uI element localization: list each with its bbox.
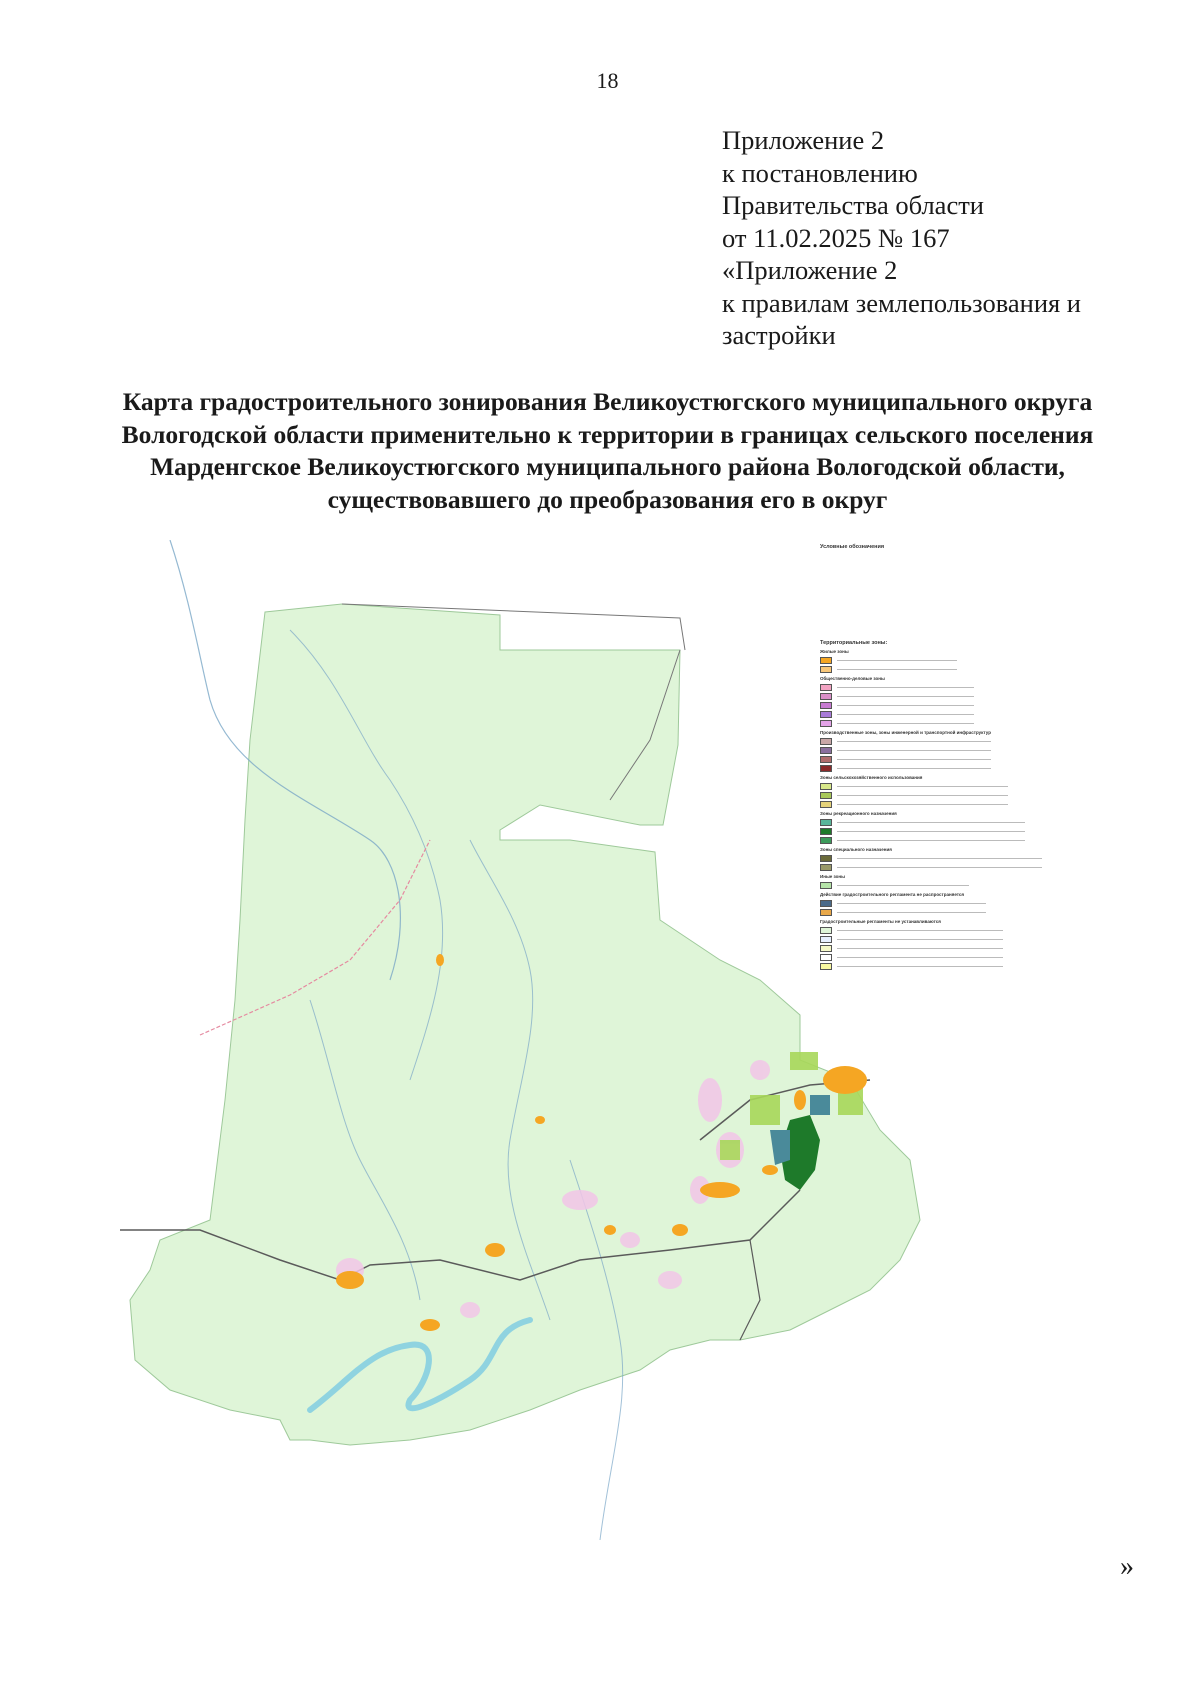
legend-swatch [820,720,832,727]
legend-swatch [820,702,832,709]
legend-swatch [820,801,832,808]
legend-row [820,909,1110,916]
map-legend [820,540,1110,972]
legend-text-placeholder [837,840,1025,842]
legend-text-placeholder [837,723,974,725]
legend-row [820,792,1110,799]
legend-text-placeholder [837,741,991,743]
legend-swatch [820,900,832,907]
legend-text-placeholder [837,885,969,887]
legend-text-placeholder [837,714,974,716]
document-title: Карта градостроительного зонирования Великоустюгского муниципального округа Вологодской области применительно к территории в границах сельского поселения Марденгское Великоустюгского муниципального района Вологодской области, существовавшего до преобразования его в округ [121,387,1094,514]
legend-row [820,936,1110,943]
legend-swatch [820,792,832,799]
zoning-map [110,540,1110,1550]
legend-row [820,864,1110,871]
legend-row [820,666,1110,673]
legend-row [820,855,1110,862]
legend-swatch [820,945,832,952]
legend-swatch [820,711,832,718]
legend-text-placeholder [837,804,1008,806]
legend-row [820,954,1110,961]
legend-text-placeholder [837,705,974,707]
legend-heading: Условные обозначения [820,544,885,550]
legend-row [820,828,1110,835]
legend-text-placeholder [837,669,957,671]
legend-group-title: Действие градостроительного регламента не распространяется [820,892,965,897]
legend-text-placeholder [837,687,974,689]
legend-row [820,684,1110,691]
legend-swatch [820,855,832,862]
legend-row [820,945,1110,952]
legend-row [820,756,1110,763]
legend-swatch [820,927,832,934]
legend-swatch [820,828,832,835]
legend-row [820,837,1110,844]
legend-swatch [820,693,832,700]
legend-text-placeholder [837,966,1003,968]
legend-text-placeholder [837,930,1003,932]
legend-row [820,747,1110,754]
legend-swatch [820,909,832,916]
legend-group-title: Зоны сельскохозяйственного использования [820,775,923,780]
legend-group-title: Градостроительные регламенты не устанавливаются [820,919,941,924]
legend-row [820,927,1110,934]
legend-group-title: Общественно-деловые зоны [820,676,885,681]
legend-swatch [820,837,832,844]
legend-swatch [820,882,832,889]
legend-row [820,882,1110,889]
legend-row [820,711,1110,718]
legend-swatch [820,963,832,970]
legend-text-placeholder [837,822,1025,824]
legend-swatch [820,756,832,763]
page-number: 18 [596,68,619,93]
industrial-zone [810,1095,830,1115]
legend-groups [820,649,1110,970]
legend-row [820,720,1110,727]
legend-row [820,783,1110,790]
legend-row [820,819,1110,826]
legend-text-placeholder [837,858,1042,860]
appendix-line: от 11.02.2025 № 167 [722,222,950,253]
legend-text-placeholder [837,948,1003,950]
legend-row [820,657,1110,664]
appendix-line: «Приложение 2 [722,255,898,285]
legend-text-placeholder [837,696,974,698]
legend-text-placeholder [837,759,991,761]
legend-swatch [820,783,832,790]
legend-row [820,765,1110,772]
legend-group-title: Иные зоны [820,874,845,879]
legend-group-title: Производственные зоны, зоны инженерной и транспортной инфраструктур [820,730,991,735]
legend-row [820,801,1110,808]
appendix-line: к постановлению [722,157,918,188]
appendix-line: к правилам землепользования и [722,287,1081,318]
legend-text-placeholder [837,750,991,752]
legend-swatch [820,864,832,871]
appendix-line: Приложение 2 [722,125,885,155]
closing-quote: » [1120,1551,1134,1582]
legend-row [820,693,1110,700]
legend-text-placeholder [837,939,1003,941]
appendix-block [722,124,1162,352]
legend-text-placeholder [837,912,986,914]
legend-swatch [820,738,832,745]
legend-swatch [820,657,832,664]
legend-row [820,738,1110,745]
legend-swatch [820,819,832,826]
legend-group-title: Зоны рекреационного назначения [820,811,897,816]
legend-text-placeholder [837,795,1008,797]
legend-zones-heading: Территориальные зоны: [820,640,888,646]
legend-swatch [820,666,832,673]
legend-row [820,963,1110,970]
legend-text-placeholder [837,957,1003,959]
legend-text-placeholder [837,768,991,770]
legend-swatch [820,765,832,772]
legend-group-title: Зоны специального назначения [820,847,892,852]
appendix-line: застройки [722,320,836,350]
legend-group-title: Жилые зоны [820,649,849,654]
legend-text-placeholder [837,831,1025,833]
legend-swatch [820,936,832,943]
legend-swatch [820,684,832,691]
legend-text-placeholder [837,903,986,905]
legend-row [820,702,1110,709]
appendix-line: Правительства области [722,190,984,220]
legend-row [820,900,1110,907]
legend-text-placeholder [837,660,957,662]
legend-text-placeholder [837,867,1042,869]
legend-swatch [820,747,832,754]
legend-text-placeholder [837,786,1008,788]
legend-swatch [820,954,832,961]
